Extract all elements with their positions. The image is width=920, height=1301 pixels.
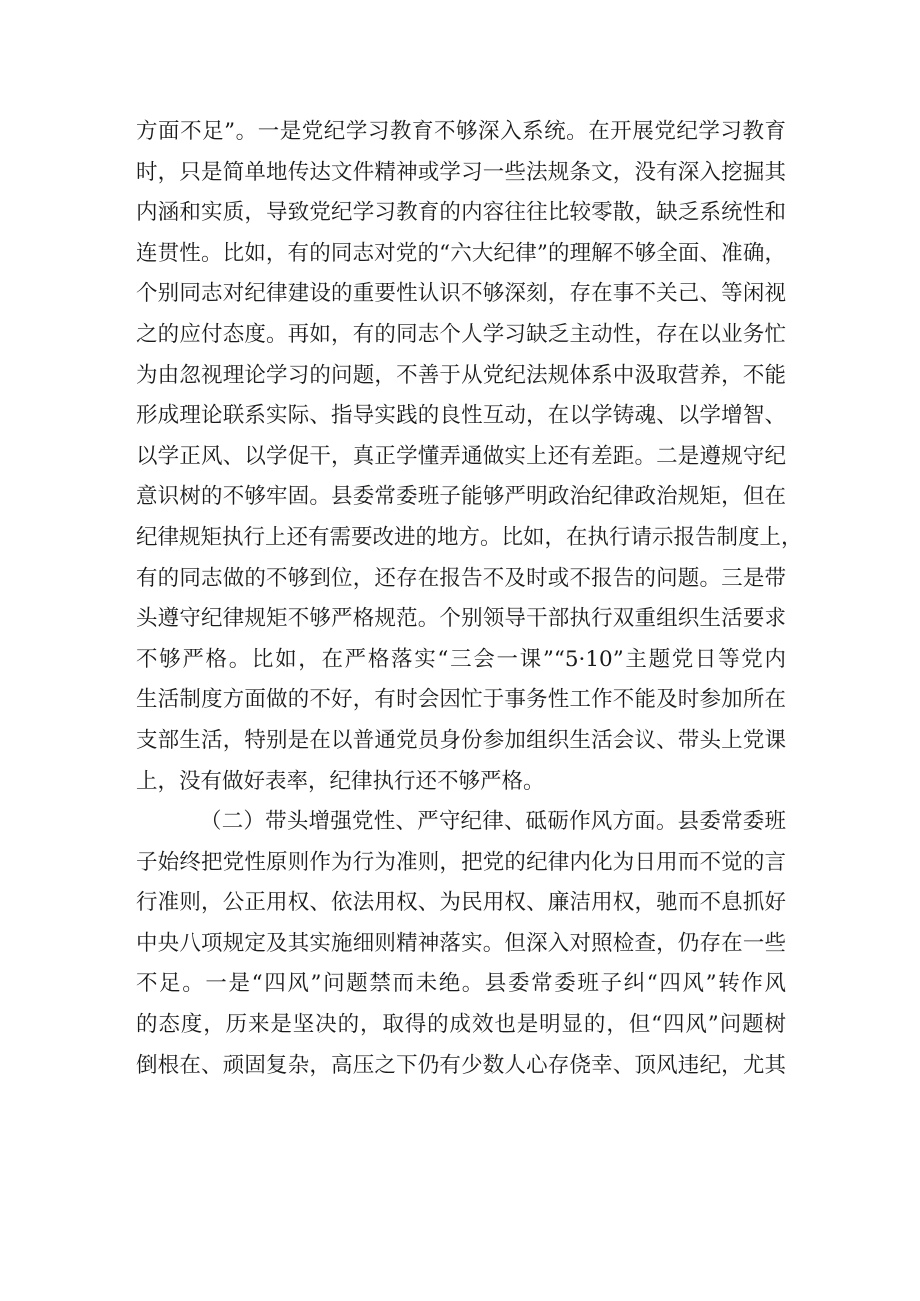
- text-line: 纪律规矩执行上还有需要改进的地方。比如，在执行请示报告制度上，: [136, 524, 803, 550]
- paragraph-2: [136, 802, 786, 1086]
- text-line: 形成理论联系实际、指导实践的良性互动，在以学铸魂、以学增智、: [136, 403, 786, 429]
- text-line: 不够严格。比如，在严格落实“三会一课”“5·10”主题党日等党内: [136, 646, 786, 672]
- text-line: 子始终把党性原则作为行为准则，把党的纪律内化为日用而不觉的言: [136, 849, 786, 875]
- text-line: 上，没有做好表率，纪律执行还不够严格。: [136, 768, 545, 794]
- text-line: 内涵和实质，导致党纪学习教育的内容往往比较零散，缺乏系统性和: [136, 200, 786, 226]
- text-line: 以学正风、以学促干，真正学懂弄通做实上还有差距。二是遵规守纪: [136, 443, 786, 469]
- text-line: （二）带头增强党性、严守纪律、砥砺作风方面。县委常委班: [200, 809, 786, 835]
- text-line: 之的应付态度。再如，有的同志个人学习缺乏主动性，存在以业务忙: [136, 321, 786, 347]
- text-line: 意识树的不够牢固。县委常委班子能够严明政治纪律政治规矩，但在: [136, 484, 786, 510]
- text-line: 的态度，历来是坚决的，取得的成效也是明显的，但“四风”问题树: [136, 1012, 786, 1038]
- text-line: 不足。一是“四风”问题禁而未绝。县委常委班子纠“四风”转作风: [136, 971, 786, 997]
- text-line: 为由忽视理论学习的问题，不善于从党纪法规体系中汲取营养，不能: [136, 362, 786, 388]
- text-line: 生活制度方面做的不好，有时会因忙于事务性工作不能及时参加所在: [136, 687, 786, 713]
- text-line: 有的同志做的不够到位，还存在报告不及时或不报告的问题。三是带: [136, 565, 786, 591]
- text-line: 方面不足”。一是党纪学习教育不够深入系统。在开展党纪学习教育: [136, 119, 786, 144]
- text-line: 倒根在、顽固复杂，高压之下仍有少数人心存侥幸、顶风违纪，尤其: [136, 1052, 786, 1078]
- text-line: 连贯性。比如，有的同志对党的“六大纪律”的理解不够全面、准确，: [136, 240, 786, 266]
- text-line: 中央八项规定及其实施细则精神落实。但深入对照检查，仍存在一些: [136, 930, 786, 956]
- document-body: [136, 112, 803, 1086]
- text-line: 头遵守纪律规矩不够严格规范。个别领导干部执行双重组织生活要求: [136, 606, 786, 632]
- text-line: 行准则，公正用权、依法用权、为民用权、廉洁用权，驰而不息抓好: [136, 890, 786, 916]
- text-line: 时，只是简单地传达文件精神或学习一些法规条文，没有深入挖掘其: [136, 159, 786, 185]
- paragraph-1: [136, 112, 803, 802]
- text-line: 个别同志对纪律建设的重要性认识不够深刻，存在事不关己、等闲视: [136, 281, 786, 307]
- text-line: 支部生活，特别是在以普通党员身份参加组织生活会议、带头上党课: [136, 727, 786, 753]
